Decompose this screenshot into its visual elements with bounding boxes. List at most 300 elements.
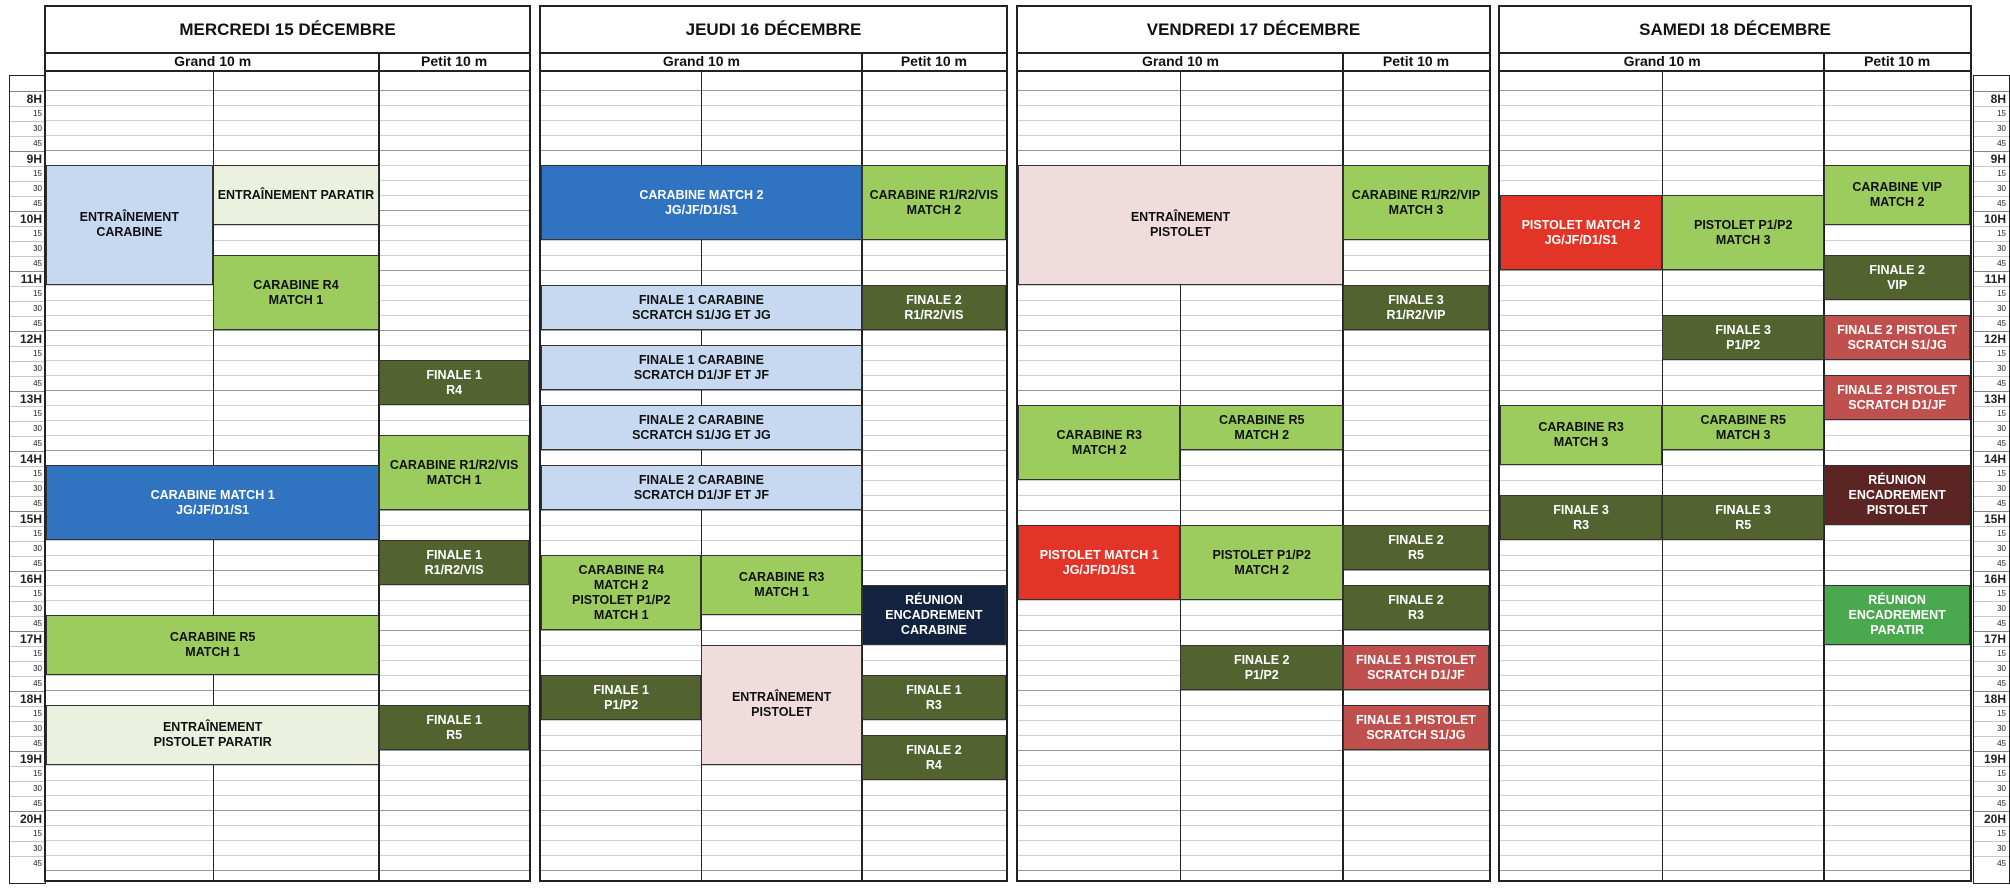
time-label: 30 [1997, 244, 2006, 253]
grid-line [1018, 690, 1489, 691]
grid-line [541, 135, 1006, 136]
time-label: 15 [1997, 349, 2006, 358]
event-block[interactable]: PISTOLET P1/P2 MATCH 3 [1662, 195, 1824, 270]
grid-line [1500, 780, 1970, 781]
time-gridline [1974, 481, 2009, 482]
time-gridline [10, 241, 45, 242]
time-label: 15 [33, 229, 42, 238]
time-label: 15 [1997, 529, 2006, 538]
grid-line [46, 600, 529, 601]
grid-line [1500, 855, 1970, 856]
grid-line [46, 870, 529, 871]
time-label: 10H [19, 212, 42, 226]
time-gridline [1974, 286, 2009, 287]
day-title: JEUDI 16 DÉCEMBRE [541, 7, 1006, 54]
time-label: 14H [1983, 452, 2006, 466]
time-gridline [10, 616, 45, 617]
event-block[interactable]: FINALE 2 CARABINE SCRATCH D1/JF ET JF [541, 465, 862, 510]
time-gridline [10, 496, 45, 497]
grid-line [46, 810, 529, 811]
grid-line [46, 135, 529, 136]
grid-line [541, 510, 1006, 511]
time-gridline [1974, 796, 2009, 797]
event-block[interactable]: RÉUNION ENCADREMENT PISTOLET [1824, 465, 1970, 525]
time-gridline [1974, 301, 2009, 302]
grid-line [46, 825, 529, 826]
event-block[interactable]: CARABINE R1/R2/VIP MATCH 3 [1343, 165, 1489, 240]
event-block[interactable]: CARABINE R3 MATCH 3 [1500, 405, 1662, 465]
time-gridline [1974, 661, 2009, 662]
time-label: 30 [1997, 604, 2006, 613]
venue-header: Grand 10 m [1500, 52, 1824, 72]
event-block[interactable]: FINALE 1 CARABINE SCRATCH S1/JG ET JG [541, 285, 862, 330]
time-label: 45 [1997, 199, 2006, 208]
grid-line [1500, 90, 1970, 91]
time-label: 15 [33, 829, 42, 838]
day-block [1016, 5, 1491, 882]
time-label: 15 [1997, 169, 2006, 178]
time-label: 30 [33, 364, 42, 373]
time-gridline [1974, 361, 2009, 362]
time-label: 30 [1997, 304, 2006, 313]
grid-line [1500, 750, 1970, 751]
time-label: 30 [33, 544, 42, 553]
grid-line [541, 105, 1006, 106]
time-gridline [1974, 556, 2009, 557]
time-gridline [10, 421, 45, 422]
grid-line [1500, 570, 1970, 571]
time-label: 30 [1997, 664, 2006, 673]
event-block[interactable]: CARABINE R3 MATCH 1 [701, 555, 861, 615]
grid-line [1018, 120, 1489, 121]
grid-line [541, 525, 1006, 526]
time-label: 30 [33, 424, 42, 433]
time-label: 45 [1997, 739, 2006, 748]
time-gridline [10, 106, 45, 107]
time-gridline [10, 841, 45, 842]
time-label: 45 [1997, 259, 2006, 268]
time-gridline [10, 466, 45, 467]
time-label: 45 [1997, 619, 2006, 628]
grid-line [46, 795, 529, 796]
time-gridline [10, 556, 45, 557]
time-gridline [10, 481, 45, 482]
grid-line [541, 330, 1006, 331]
time-gridline [1974, 346, 2009, 347]
time-label: 45 [33, 259, 42, 268]
time-label: 15 [33, 109, 42, 118]
time-gridline [1974, 406, 2009, 407]
event-block[interactable]: CARABINE R5 MATCH 2 [1180, 405, 1342, 450]
time-label: 45 [33, 859, 42, 868]
grid-line [541, 780, 1006, 781]
grid-line [1500, 675, 1970, 676]
venue-header: Grand 10 m [541, 52, 862, 72]
venue-header: Petit 10 m [379, 52, 529, 72]
time-label: 45 [1997, 559, 2006, 568]
time-gridline [1974, 121, 2009, 122]
time-label: 20H [1983, 812, 2006, 826]
grid-line [1018, 360, 1489, 361]
event-block[interactable]: FINALE 2 R1/R2/VIS [862, 285, 1006, 330]
event-block[interactable]: PISTOLET P1/P2 MATCH 2 [1180, 525, 1342, 600]
time-label: 8H [1990, 92, 2006, 106]
grid-line [1500, 765, 1970, 766]
time-gridline [10, 676, 45, 677]
time-gridline [10, 316, 45, 317]
event-block[interactable]: FINALE 2 P1/P2 [1180, 645, 1342, 690]
time-label: 30 [33, 664, 42, 673]
time-label: 30 [33, 724, 42, 733]
time-label: 15 [33, 349, 42, 358]
event-block[interactable]: CARABINE VIP MATCH 2 [1824, 165, 1970, 225]
grid-line [1500, 840, 1970, 841]
time-gridline [10, 301, 45, 302]
time-gridline [1974, 256, 2009, 257]
time-label: 13H [1983, 392, 2006, 406]
grid-line [1018, 780, 1489, 781]
time-label: 13H [19, 392, 42, 406]
event-block[interactable]: PISTOLET MATCH 2 JG/JF/D1/S1 [1500, 195, 1662, 270]
event-block[interactable]: CARABINE R1/R2/VIS MATCH 2 [862, 165, 1006, 240]
time-gridline [1974, 421, 2009, 422]
time-label: 30 [33, 784, 42, 793]
event-block[interactable]: RÉUNION ENCADREMENT CARABINE [862, 585, 1006, 645]
time-gridline [10, 586, 45, 587]
time-label: 15 [1997, 649, 2006, 658]
grid-line [1500, 540, 1970, 541]
event-block[interactable]: FINALE 2 R5 [1343, 525, 1489, 570]
grid-line [1500, 150, 1970, 151]
grid-line [1018, 795, 1489, 796]
time-label: 30 [1997, 424, 2006, 433]
grid-line [541, 810, 1006, 811]
time-label: 15 [1997, 469, 2006, 478]
time-label: 45 [33, 139, 42, 148]
time-gridline [1974, 541, 2009, 542]
time-label: 45 [1997, 139, 2006, 148]
event-block[interactable]: CARABINE MATCH 2 JG/JF/D1/S1 [541, 165, 862, 240]
grid-line [1500, 645, 1970, 646]
grid-line [46, 585, 529, 586]
time-column-right [1973, 75, 2010, 884]
time-label: 19H [19, 752, 42, 766]
grid-line [1018, 90, 1489, 91]
venue-header: Petit 10 m [862, 52, 1006, 72]
time-gridline [10, 121, 45, 122]
time-label: 15 [33, 769, 42, 778]
event-block[interactable]: ENTRAÎNEMENT PARATIR [213, 165, 380, 225]
grid-line [541, 870, 1006, 871]
time-gridline [10, 196, 45, 197]
time-label: 30 [33, 124, 42, 133]
time-label: 45 [33, 379, 42, 388]
time-label: 15H [19, 512, 42, 526]
time-label: 30 [1997, 124, 2006, 133]
time-gridline [10, 706, 45, 707]
grid-line [541, 795, 1006, 796]
grid-line [1018, 375, 1489, 376]
grid-line [541, 450, 1006, 451]
time-label: 18H [1983, 692, 2006, 706]
venue-header: Grand 10 m [46, 52, 379, 72]
time-label: 45 [1997, 859, 2006, 868]
grid-line [1500, 120, 1970, 121]
time-label: 45 [33, 319, 42, 328]
grid-line [46, 150, 529, 151]
time-gridline [1974, 166, 2009, 167]
venue-header: Petit 10 m [1343, 52, 1489, 72]
day-block [1498, 5, 1972, 882]
time-label: 30 [1997, 844, 2006, 853]
grid-line [1018, 765, 1489, 766]
time-label: 12H [1983, 332, 2006, 346]
grid-line [46, 90, 529, 91]
grid-line [541, 270, 1006, 271]
event-block[interactable]: FINALE 1 CARABINE SCRATCH D1/JF ET JF [541, 345, 862, 390]
time-label: 30 [1997, 544, 2006, 553]
grid-line [46, 405, 529, 406]
time-label: 8H [26, 92, 42, 106]
venue-header: Petit 10 m [1824, 52, 1970, 72]
event-block[interactable]: FINALE 3 R5 [1662, 495, 1824, 540]
time-label: 30 [1997, 484, 2006, 493]
time-gridline [1974, 226, 2009, 227]
event-block[interactable]: FINALE 1 PISTOLET SCRATCH S1/JG [1343, 705, 1489, 750]
time-label: 30 [33, 604, 42, 613]
time-label: 45 [33, 619, 42, 628]
event-block[interactable]: FINALE 2 R3 [1343, 585, 1489, 630]
event-block[interactable]: CARABINE R5 MATCH 1 [46, 615, 379, 675]
grid-line [1500, 660, 1970, 661]
time-label: 15 [33, 589, 42, 598]
time-label: 15 [33, 289, 42, 298]
time-gridline [1974, 466, 2009, 467]
grid-line [1018, 630, 1489, 631]
time-label: 15 [1997, 229, 2006, 238]
time-label: 45 [1997, 319, 2006, 328]
event-block[interactable]: FINALE 3 R3 [1500, 495, 1662, 540]
time-gridline [10, 256, 45, 257]
grid-line [1500, 135, 1970, 136]
time-gridline [1974, 196, 2009, 197]
time-label: 15 [33, 409, 42, 418]
event-block[interactable]: FINALE 1 R5 [379, 705, 529, 750]
grid-line [541, 240, 1006, 241]
event-block[interactable]: FINALE 1 P1/P2 [541, 675, 701, 720]
grid-line [46, 780, 529, 781]
grid-line [1018, 480, 1489, 481]
grid-line [1018, 105, 1489, 106]
time-gridline [10, 601, 45, 602]
event-block[interactable]: PISTOLET MATCH 1 JG/JF/D1/S1 [1018, 525, 1180, 600]
event-block[interactable]: FINALE 3 P1/P2 [1662, 315, 1824, 360]
event-block[interactable]: ENTRAÎNEMENT PISTOLET [701, 645, 861, 765]
time-gridline [1974, 241, 2009, 242]
time-gridline [10, 346, 45, 347]
time-gridline [10, 226, 45, 227]
time-label: 18H [19, 692, 42, 706]
day-block [539, 5, 1008, 882]
time-gridline [10, 436, 45, 437]
time-label: 45 [33, 559, 42, 568]
time-gridline [1974, 496, 2009, 497]
grid-line [541, 120, 1006, 121]
grid-line [1018, 345, 1489, 346]
time-label: 45 [1997, 679, 2006, 688]
event-block[interactable]: CARABINE R3 MATCH 2 [1018, 405, 1180, 480]
time-label: 30 [33, 244, 42, 253]
time-gridline [1974, 766, 2009, 767]
event-block[interactable]: ENTRAÎNEMENT PISTOLET PARATIR [46, 705, 379, 765]
grid-line [541, 855, 1006, 856]
time-label: 45 [1997, 439, 2006, 448]
time-label: 30 [33, 184, 42, 193]
time-label: 15 [1997, 289, 2006, 298]
grid-line [1500, 825, 1970, 826]
time-gridline [10, 721, 45, 722]
event-block[interactable]: FINALE 1 R1/R2/VIS [379, 540, 529, 585]
time-label: 11H [1984, 272, 2006, 286]
time-gridline [1974, 706, 2009, 707]
grid-line [1500, 300, 1970, 301]
time-gridline [10, 781, 45, 782]
time-label: 30 [33, 484, 42, 493]
day-title: SAMEDI 18 DÉCEMBRE [1500, 7, 1970, 54]
event-block[interactable]: FINALE 2 VIP [1824, 255, 1970, 300]
grid-line [541, 90, 1006, 91]
grid-line [46, 840, 529, 841]
time-label: 19H [1983, 752, 2006, 766]
time-gridline [10, 646, 45, 647]
time-label: 45 [33, 439, 42, 448]
grid-line [1500, 105, 1970, 106]
time-label: 45 [33, 799, 42, 808]
event-block[interactable]: FINALE 3 R1/R2/VIP [1343, 285, 1489, 330]
time-gridline [1974, 601, 2009, 602]
grid-line [46, 120, 529, 121]
time-gridline [1974, 646, 2009, 647]
time-gridline [10, 136, 45, 137]
grid-line [46, 420, 529, 421]
grid-line [1018, 825, 1489, 826]
grid-line [1500, 360, 1970, 361]
time-gridline [1974, 736, 2009, 737]
grid-line [1018, 870, 1489, 871]
time-gridline [10, 361, 45, 362]
grid-line [541, 540, 1006, 541]
time-gridline [1974, 616, 2009, 617]
event-block[interactable]: ENTRAÎNEMENT PISTOLET [1018, 165, 1343, 285]
grid-line [1500, 735, 1970, 736]
event-block[interactable]: CARABINE R5 MATCH 3 [1662, 405, 1824, 450]
time-gridline [10, 406, 45, 407]
time-label: 15 [1997, 709, 2006, 718]
grid-line [1018, 840, 1489, 841]
time-gridline [10, 826, 45, 827]
event-block[interactable]: FINALE 2 CARABINE SCRATCH S1/JG ET JG [541, 405, 862, 450]
time-label: 30 [33, 304, 42, 313]
day-block [44, 5, 531, 882]
grid-line [541, 150, 1006, 151]
grid-line [1018, 810, 1489, 811]
venue-header: Grand 10 m [1018, 52, 1343, 72]
event-block[interactable]: FINALE 1 R4 [379, 360, 529, 405]
event-block[interactable]: FINALE 2 R4 [862, 735, 1006, 780]
time-gridline [1974, 586, 2009, 587]
grid-line [46, 675, 529, 676]
grid-line [1018, 750, 1489, 751]
time-label: 45 [33, 499, 42, 508]
time-label: 30 [33, 844, 42, 853]
grid-line [1018, 330, 1489, 331]
grid-line [46, 105, 529, 106]
grid-line [1500, 795, 1970, 796]
time-label: 15 [1997, 109, 2006, 118]
grid-line [46, 330, 529, 331]
event-block[interactable]: CARABINE R4 MATCH 2 PISTOLET P1/P2 MATCH 1 [541, 555, 701, 630]
time-gridline [1974, 106, 2009, 107]
time-label: 17H [19, 632, 42, 646]
grid-line [541, 825, 1006, 826]
grid-line [1500, 720, 1970, 721]
time-label: 17H [1983, 632, 2006, 646]
time-label: 15 [1997, 409, 2006, 418]
time-label: 15H [1983, 512, 2006, 526]
day-title: VENDREDI 17 DÉCEMBRE [1018, 7, 1489, 54]
grid-line [1500, 555, 1970, 556]
event-block[interactable]: ENTRAÎNEMENT CARABINE [46, 165, 213, 285]
time-gridline [10, 766, 45, 767]
event-block[interactable]: CARABINE R4 MATCH 1 [213, 255, 380, 330]
time-label: 45 [33, 199, 42, 208]
time-gridline [1974, 781, 2009, 782]
time-gridline [1974, 316, 2009, 317]
time-label: 15 [1997, 589, 2006, 598]
time-label: 30 [1997, 784, 2006, 793]
event-block[interactable]: FINALE 2 PISTOLET SCRATCH S1/JG [1824, 315, 1970, 360]
grid-line [541, 390, 1006, 391]
time-label: 15 [1997, 769, 2006, 778]
time-label: 15 [1997, 829, 2006, 838]
grid-line [46, 345, 529, 346]
time-label: 45 [1997, 379, 2006, 388]
event-block[interactable]: RÉUNION ENCADREMENT PARATIR [1824, 585, 1970, 645]
event-block[interactable]: FINALE 1 R3 [862, 675, 1006, 720]
time-gridline [10, 286, 45, 287]
time-gridline [10, 526, 45, 527]
event-block[interactable]: CARABINE R1/R2/VIS MATCH 1 [379, 435, 529, 510]
event-block[interactable]: FINALE 2 PISTOLET SCRATCH D1/JF [1824, 375, 1970, 420]
time-label: 10H [1983, 212, 2006, 226]
event-block[interactable]: CARABINE MATCH 1 JG/JF/D1/S1 [46, 465, 379, 540]
grid-line [541, 255, 1006, 256]
time-gridline [10, 736, 45, 737]
time-gridline [10, 166, 45, 167]
time-gridline [1974, 676, 2009, 677]
grid-line [1500, 690, 1970, 691]
grid-line [1018, 495, 1489, 496]
day-title: MERCREDI 15 DÉCEMBRE [46, 7, 529, 54]
grid-line [46, 855, 529, 856]
time-label: 45 [1997, 499, 2006, 508]
grid-line [541, 840, 1006, 841]
grid-line [1018, 150, 1489, 151]
column-divider [1662, 72, 1663, 880]
grid-line [1018, 135, 1489, 136]
time-label: 16H [1983, 572, 2006, 586]
event-block[interactable]: FINALE 1 PISTOLET SCRATCH D1/JF [1343, 645, 1489, 690]
